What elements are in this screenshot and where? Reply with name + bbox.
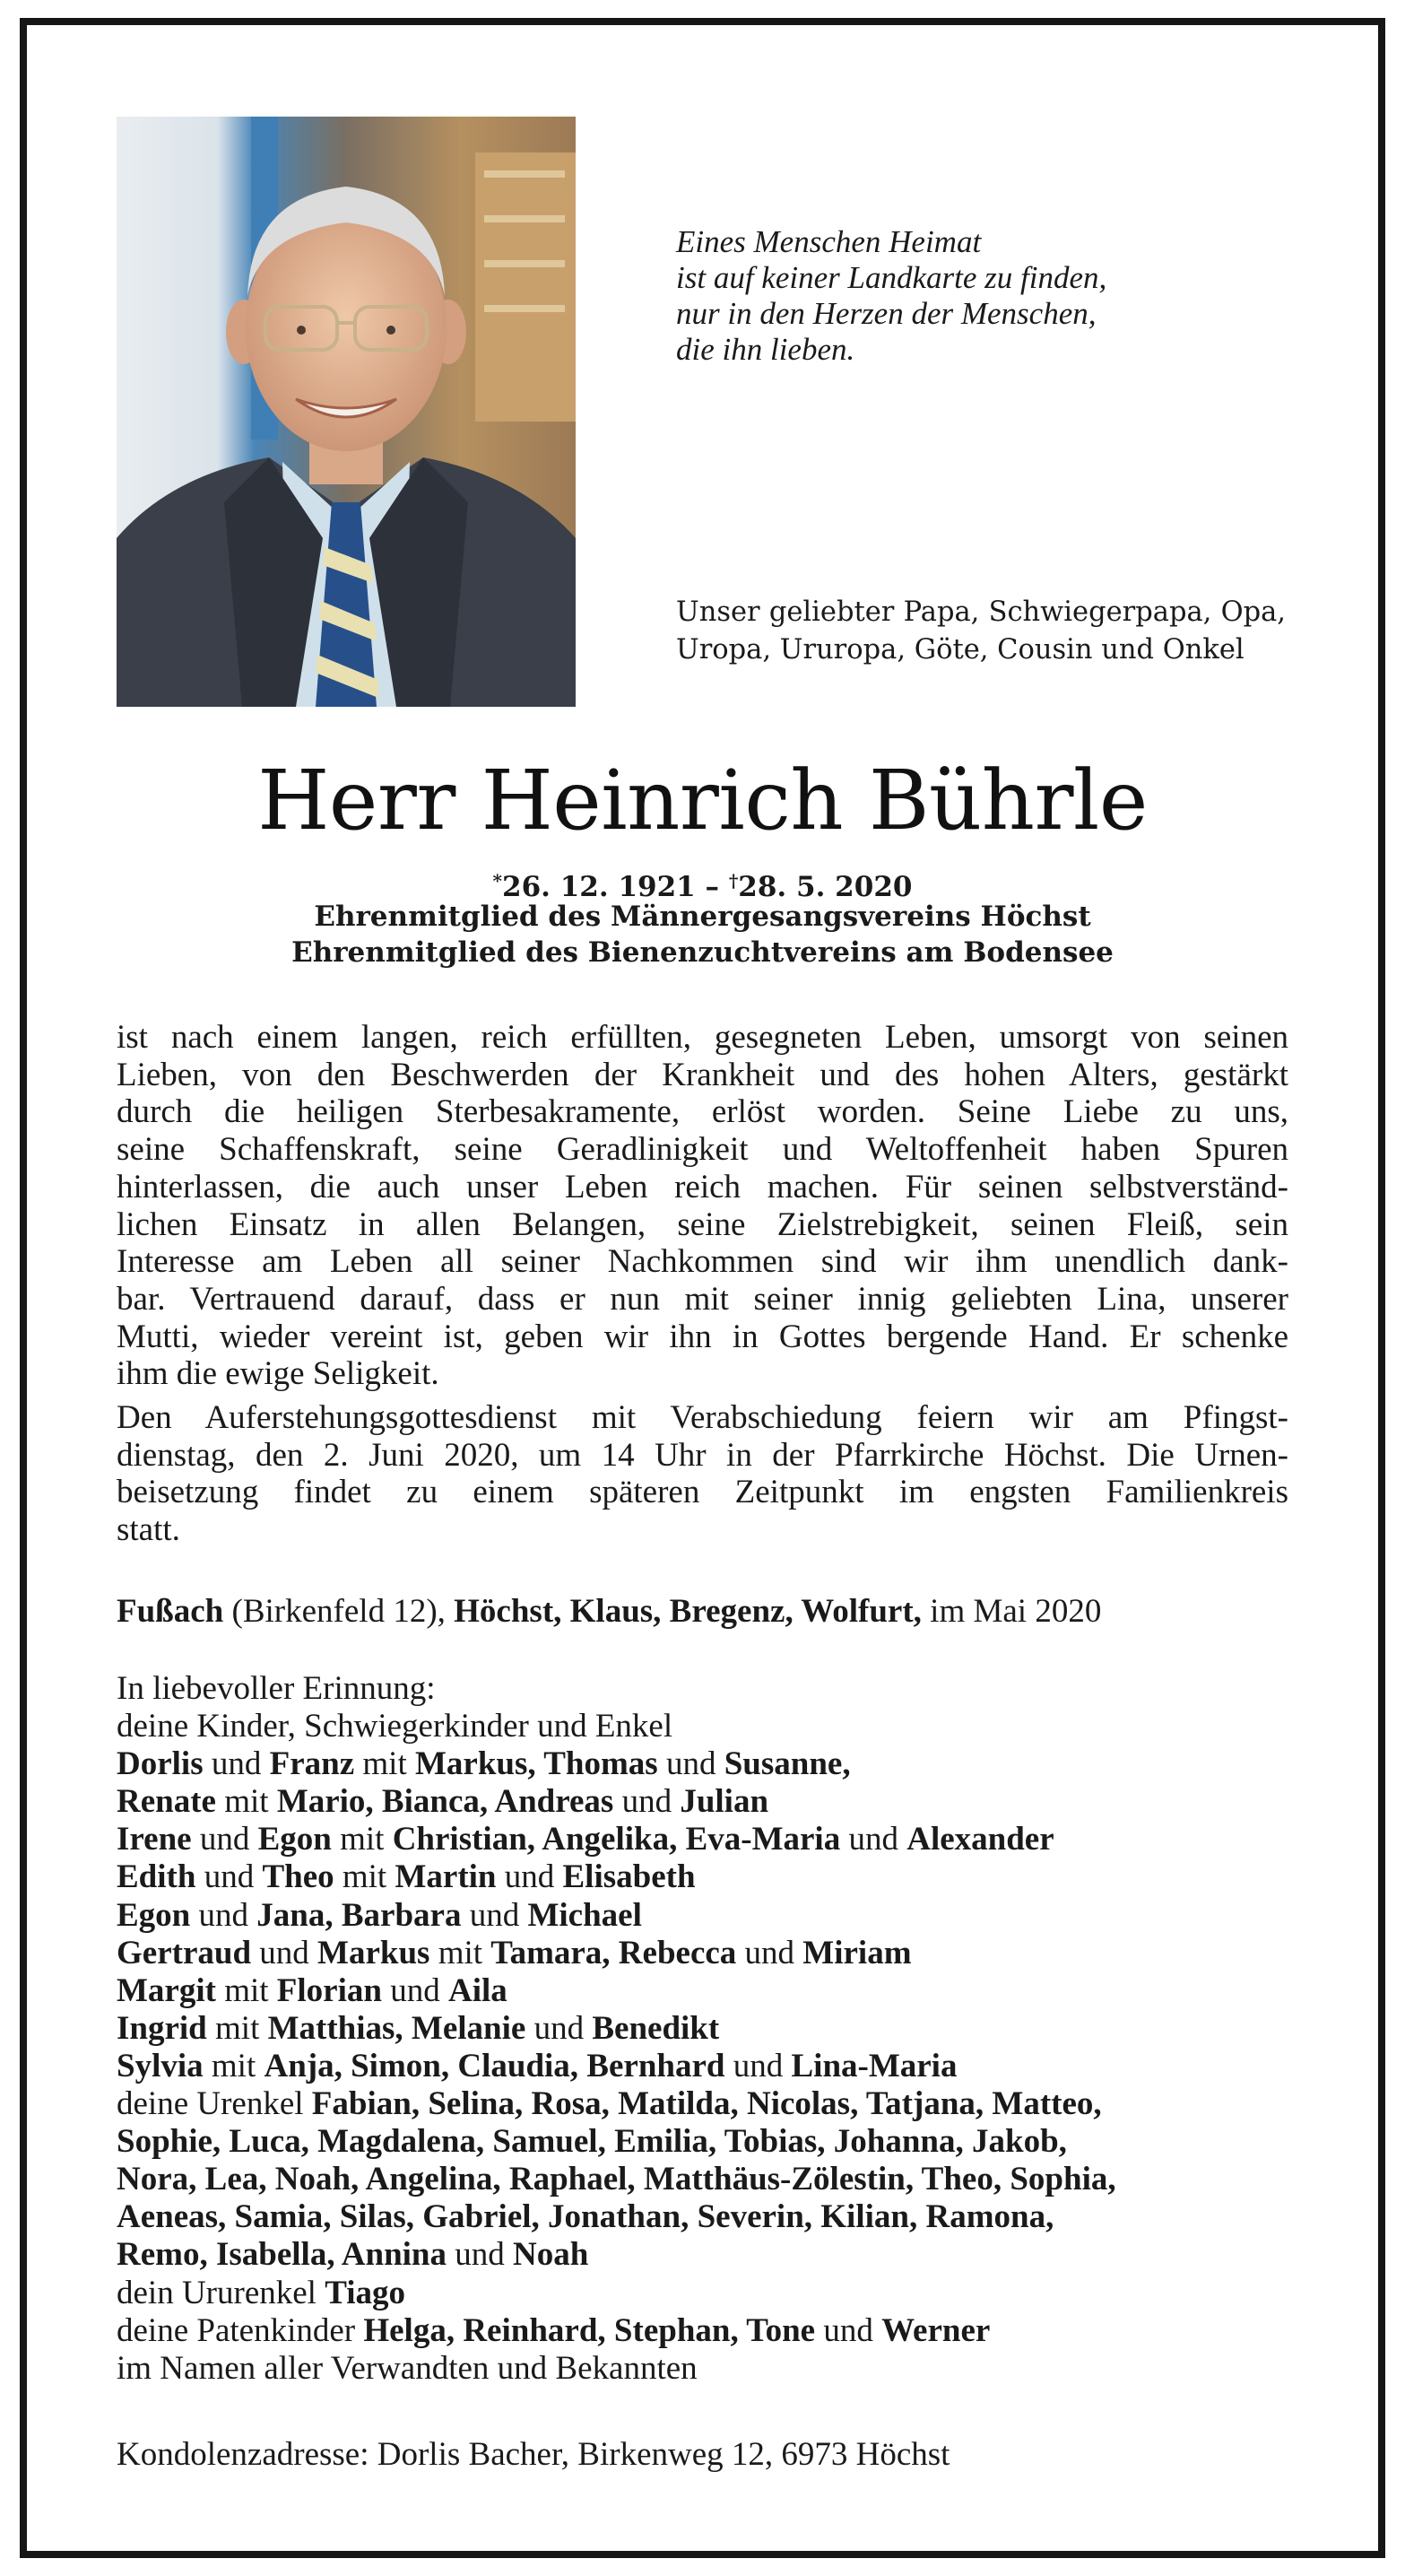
name-run: Anja, Simon, Claudia, Bernhard xyxy=(264,2047,725,2084)
text-run: mit xyxy=(429,1934,491,1971)
name-run: Lina-Maria xyxy=(791,2047,958,2084)
paragraph-line: beisetzung findet zu einem späteren Zeitpunkt im engsten Familienkreis xyxy=(117,1474,1288,1511)
death-mark: † xyxy=(728,870,739,892)
name-run: Matthias, Melanie xyxy=(267,2009,526,2047)
text-run: und xyxy=(251,1934,318,1971)
paragraph-line: dienstag, den 2. Juni 2020, um 14 Uhr in der Pfarrkirche Höchst. Die Urnen- xyxy=(117,1436,1288,1474)
family-lines xyxy=(117,1708,1288,2388)
intro-text: Unser geliebter Papa, Schwiegerpapa, Opa, Uropa, Ururopa, Göte, Cousin und Onkel xyxy=(676,596,1286,666)
place-line xyxy=(117,1593,1288,1631)
text-run: mit xyxy=(206,2009,268,2047)
paragraph-line: seine Schaffenskraft, seine Geradlinigkeit und Weltoffenheit haben Spuren xyxy=(117,1131,1288,1169)
name-run: Christian, Angelika, Eva-Maria xyxy=(392,1821,841,1858)
family-line xyxy=(117,1745,1288,1783)
text-run: und xyxy=(191,1821,258,1858)
epigraph-quote xyxy=(676,224,1304,368)
family-line xyxy=(117,1858,1288,1896)
family-line xyxy=(117,2085,1288,2123)
quote-line: die ihn lieben. xyxy=(676,332,855,367)
text-run: und xyxy=(496,1858,563,1896)
text-run: deine Patenkinder xyxy=(117,2311,364,2349)
name-run: Noah xyxy=(513,2236,589,2274)
name-run: Theo xyxy=(262,1858,334,1896)
deceased-name: Herr Heinrich Bührle xyxy=(257,753,1148,849)
portrait-photo xyxy=(117,117,576,707)
name-run: Miriam xyxy=(802,1934,912,1971)
portrait-illustration xyxy=(117,117,576,707)
name-run: Margit xyxy=(117,1971,216,2009)
birth-date: 26. 12. 1921 xyxy=(502,871,696,903)
name-run: Sophie, Luca, Magdalena, Samuel, Emilia, Tobias, Johanna, Jakob, xyxy=(117,2123,1067,2161)
name-run: Jana, Barbara xyxy=(256,1896,462,1934)
birth-mark: * xyxy=(492,870,502,892)
name-run: Markus xyxy=(317,1934,430,1971)
name-run: Markus, Thomas xyxy=(414,1745,658,1783)
text-run: mit xyxy=(334,1858,395,1896)
name-run: Alexander xyxy=(906,1821,1054,1858)
name-run: Fußach xyxy=(117,1593,224,1630)
name-run: Höchst, Klaus, Bregenz, Wolfurt, xyxy=(454,1593,922,1630)
name-run: Fabian, Selina, Rosa, Matilda, Nicolas, Tatjana, Matteo, xyxy=(311,2085,1102,2123)
family-line xyxy=(117,2123,1288,2161)
text-run: und xyxy=(840,1821,907,1858)
text-run: mit xyxy=(203,2047,265,2084)
family-line xyxy=(117,2198,1288,2236)
name-run: Werner xyxy=(881,2311,991,2349)
text-run: und xyxy=(195,1858,263,1896)
death-date: 28. 5. 2020 xyxy=(738,871,913,903)
paragraph-line: ihm die ewige Seligkeit. xyxy=(117,1355,439,1393)
family-line xyxy=(117,1821,1288,1858)
condolence-address xyxy=(117,2436,1288,2474)
name-run: Aeneas, Samia, Silas, Gabriel, Jonathan, Severin, Kilian, Ramona, xyxy=(117,2198,1054,2236)
name-run: Ingrid xyxy=(117,2009,207,2047)
name-run: Gertraud xyxy=(117,1934,252,1971)
paragraph-line: Interesse am Leben all seiner Nachkommen sind wir ihm unendlich dank- xyxy=(117,1243,1288,1281)
family-line xyxy=(117,1708,1288,1745)
name-run: Egon xyxy=(117,1896,191,1934)
text-run: dein Ururenkel xyxy=(117,2274,325,2311)
text-run: mit xyxy=(354,1745,415,1783)
paragraph-line: Mutti, wieder vereint ist, geben wir ihn in Gottes bergende Hand. Er schenke xyxy=(117,1318,1288,1355)
text-run: und xyxy=(815,2311,882,2349)
name-run: Aila xyxy=(447,1971,507,2009)
text-run: im Mai 2020 xyxy=(921,1593,1102,1630)
name-run: Renate xyxy=(117,1783,216,1821)
name-run: Florian xyxy=(276,1971,382,2009)
name-run: Helga, Reinhard, Stephan, Tone xyxy=(363,2311,816,2349)
text-run: (Birkenfeld 12), xyxy=(223,1593,455,1630)
paragraph-line: lichen Einsatz in allen Belangen, seine Zielstrebigkeit, seinen Fleiß, sein xyxy=(117,1205,1288,1243)
name-run: Tiago xyxy=(325,2274,405,2311)
name-run: Edith xyxy=(117,1858,196,1896)
text-run: im Namen aller Verwandten und Bekannten xyxy=(117,2349,698,2387)
name-run: Dorlis xyxy=(117,1745,204,1783)
honor-line: Ehrenmitglied des Männergesangsvereins Höchst xyxy=(314,901,1091,933)
quote-line: nur in den Herzen der Menschen, xyxy=(676,296,1097,331)
text-run: und xyxy=(461,1896,528,1934)
place-date-line xyxy=(117,1593,1288,1631)
family-list xyxy=(117,1670,1288,2388)
name-run: Tamara, Rebecca xyxy=(490,1934,737,1971)
text-run: deine Kinder, Schwiegerkinder und Enkel xyxy=(117,1708,673,1745)
family-line xyxy=(117,2010,1288,2048)
honor-line: Ehrenmitglied des Bienenzuchtvereins am Bodensee xyxy=(291,936,1114,969)
paragraph-line: ist nach einem langen, reich erfüllten, gesegneten Leben, umsorgt von seinen xyxy=(117,1019,1288,1056)
name-run: Benedikt xyxy=(592,2009,720,2047)
family-line xyxy=(117,2312,1288,2350)
text-run: und xyxy=(736,1934,803,1971)
name-run: Nora, Lea, Noah, Angelina, Raphael, Matthäus-Zölestin, Theo, Sophia, xyxy=(117,2161,1116,2198)
paragraph-line: Lieben, von den Beschwerden der Krankheit und des hohen Alters, gestärkt xyxy=(117,1056,1288,1093)
text-run: und xyxy=(724,2047,792,2084)
condolence-text: Kondolenzadresse: Dorlis Bacher, Birkenweg 12, 6973 Höchst xyxy=(117,2436,950,2473)
main-paragraph xyxy=(117,1019,1288,1393)
quote-line: ist auf keiner Landkarte zu finden, xyxy=(676,260,1107,295)
name-run: Egon xyxy=(257,1821,332,1858)
family-line xyxy=(117,2236,1288,2274)
funeral-paragraph xyxy=(117,1399,1288,1549)
family-line xyxy=(117,2350,1288,2388)
family-line xyxy=(117,2275,1288,2312)
name-run: Franz xyxy=(269,1745,355,1783)
text-run: und xyxy=(203,1745,270,1783)
paragraph-line: hinterlassen, die auch unser Leben reich machen. Für seinen selbstverständ- xyxy=(117,1168,1288,1205)
memory-heading: In liebevoller Erinnung: xyxy=(117,1670,436,1707)
text-run: mit xyxy=(215,1783,277,1821)
text-run: und xyxy=(657,1745,724,1783)
text-run: deine Urenkel xyxy=(117,2085,312,2123)
family-line xyxy=(117,1935,1288,1972)
text-run: und xyxy=(381,1971,448,2009)
family-line xyxy=(117,1972,1288,2010)
name-run: Michael xyxy=(527,1896,642,1934)
name-run: Remo, Isabella, Annina xyxy=(117,2236,447,2274)
text-run: und xyxy=(613,1783,681,1821)
text-run: und xyxy=(447,2236,514,2274)
text-run: mit xyxy=(215,1971,277,2009)
paragraph-line: durch die heiligen Sterbesakramente, erlöst worden. Seine Liebe zu uns, xyxy=(117,1093,1288,1131)
date-separator: – xyxy=(695,871,729,903)
text-run: mit xyxy=(331,1821,393,1858)
family-line xyxy=(117,1783,1288,1821)
text-run: und xyxy=(525,2009,593,2047)
name-run: Irene xyxy=(117,1821,192,1858)
paragraph-line: bar. Vertrauend darauf, dass er nun mit seiner innig geliebten Lina, unserer xyxy=(117,1280,1288,1318)
family-line xyxy=(117,2048,1288,2085)
paragraph-line: statt. xyxy=(117,1511,180,1549)
quote-line: Eines Menschen Heimat xyxy=(676,224,982,259)
name-run: Elisabeth xyxy=(562,1858,696,1896)
name-run: Julian xyxy=(680,1783,769,1821)
name-run: Martin xyxy=(395,1858,497,1896)
name-run: Susanne, xyxy=(724,1745,851,1783)
family-line xyxy=(117,1897,1288,1935)
name-run: Sylvia xyxy=(117,2047,204,2084)
text-run: und xyxy=(190,1896,257,1934)
paragraph-line: Den Auferstehungsgottesdienst mit Verabschiedung feiern wir am Pfingst- xyxy=(117,1399,1288,1436)
family-line xyxy=(117,2161,1288,2198)
name-run: Mario, Bianca, Andreas xyxy=(276,1783,614,1821)
